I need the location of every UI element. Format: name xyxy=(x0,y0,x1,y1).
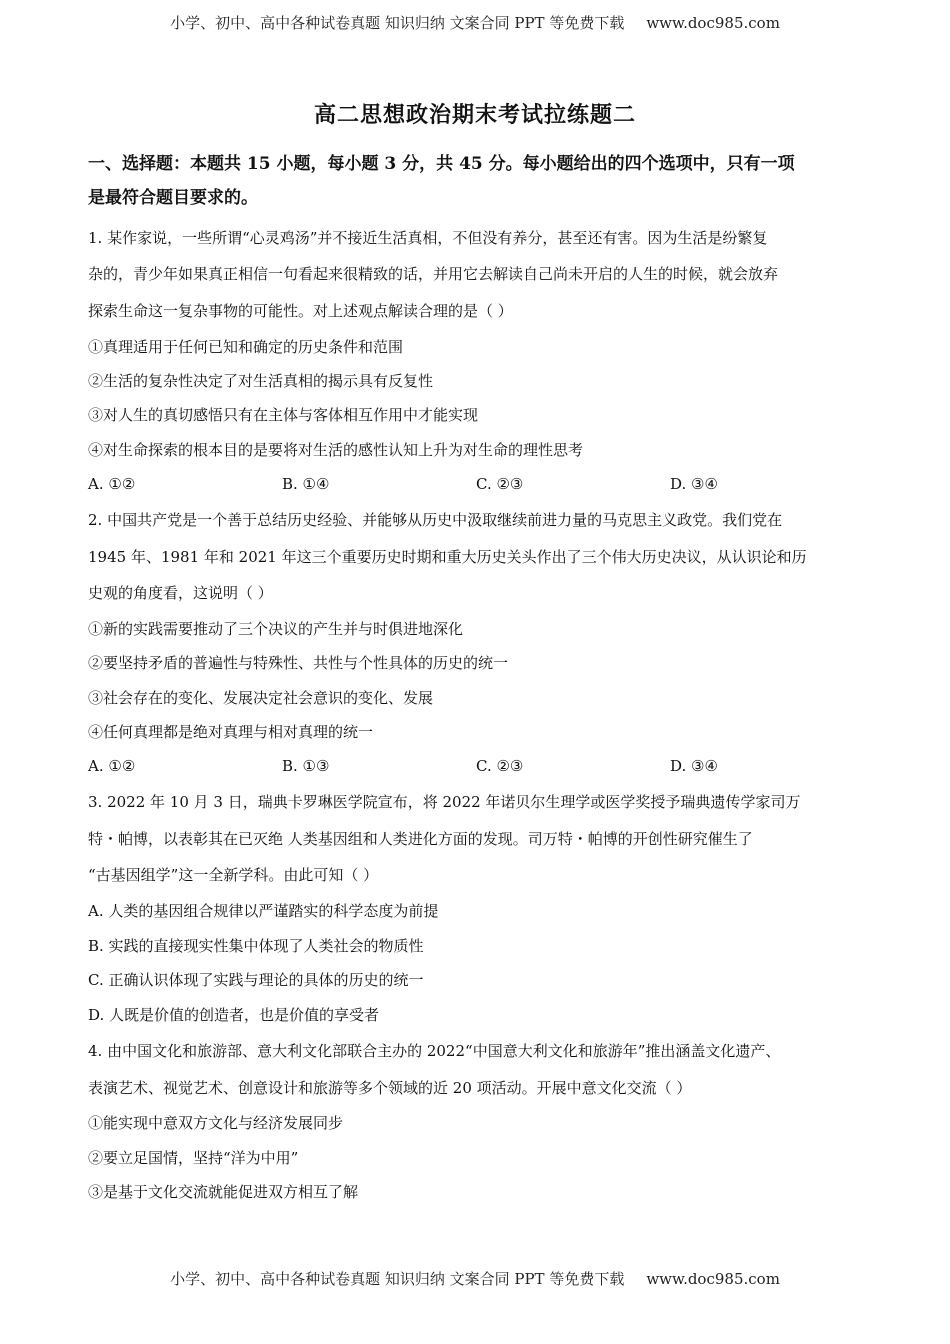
q1-item-2: ②生活的复杂性决定了对生活真相的揭示具有反复性 xyxy=(88,372,434,390)
q3-option-a[interactable]: A. 人类的基因组合规律以严谨踏实的科学态度为前提 xyxy=(88,902,439,920)
q4-item-2: ②要立足国情，坚持“洋为中用” xyxy=(88,1149,299,1167)
q3-option-d[interactable]: D. 人既是价值的创造者，也是价值的享受者 xyxy=(88,1006,380,1024)
q1-stem-line-3: 探索生命这一复杂事物的可能性。对上述观点解读合理的是（ ） xyxy=(88,302,513,320)
q1-stem-line-1: 1. 某作家说，一些所谓“心灵鸡汤”并不接近生活真相，不但没有养分，甚至还有害。因为生活是纷繁复 xyxy=(88,229,768,247)
q1-option-a[interactable]: A. ①② xyxy=(88,475,136,493)
q4-item-3: ③是基于文化交流就能促进双方相互了解 xyxy=(88,1183,359,1201)
q4-stem-line-1: 4. 由中国文化和旅游部、意大利文化部联合主办的 2022“中国意大利文化和旅游年”推出涵盖文化遗产、 xyxy=(88,1042,781,1060)
q1-stem-line-2: 杂的，青少年如果真正相信一句看起来很精致的话，并用它去解读自己尚未开启的人生的时候，就会放弃 xyxy=(88,265,779,283)
page-footer xyxy=(0,1268,950,1289)
footer-site-link[interactable]: www.doc985.com xyxy=(646,1270,780,1288)
q3-stem-line-2: 特・帕博，以表彰其在已灭绝 人类基因组和人类进化方面的发现。司万特・帕博的开创性研究催生了 xyxy=(88,830,753,848)
header-site-link[interactable]: www.doc985.com xyxy=(646,14,780,32)
section-heading-line-1: 一、选择题：本题共 15 小题，每小题 3 分，共 45 分。每小题给出的四个选项中，只有一项 xyxy=(88,154,795,174)
q2-option-c[interactable]: C. ②③ xyxy=(476,757,524,775)
page-title: 高二思想政治期末考试拉练题二 xyxy=(313,102,636,128)
header-text: 小学、初中、高中各种试卷真题 知识归纳 文案合同 PPT 等免费下载 xyxy=(170,14,625,32)
q1-item-1: ①真理适用于任何已知和确定的历史条件和范围 xyxy=(88,338,404,356)
q2-item-3: ③社会存在的变化、发展决定社会意识的变化、发展 xyxy=(88,689,434,707)
q1-option-d[interactable]: D. ③④ xyxy=(670,475,718,493)
q3-option-b[interactable]: B. 实践的直接现实性集中体现了人类社会的物质性 xyxy=(88,937,424,955)
q1-item-4: ④对生命探索的根本目的是要将对生活的感性认知上升为对生命的理性思考 xyxy=(88,441,584,459)
page-header xyxy=(0,12,950,33)
q2-option-a[interactable]: A. ①② xyxy=(88,757,136,775)
q2-item-1: ①新的实践需要推动了三个决议的产生并与时俱进地深化 xyxy=(88,620,464,638)
q3-stem-line-1: 3. 2022 年 10 月 3 日，瑞典卡罗琳医学院宣布，将 2022 年诺贝尔生理学或医学奖授予瑞典遗传学家司万 xyxy=(88,793,801,811)
q4-item-1: ①能实现中意双方文化与经济发展同步 xyxy=(88,1114,344,1132)
q2-item-4: ④任何真理都是绝对真理与相对真理的统一 xyxy=(88,723,374,741)
q3-option-c[interactable]: C. 正确认识体现了实践与理论的具体的历史的统一 xyxy=(88,971,424,989)
q2-option-d[interactable]: D. ③④ xyxy=(670,757,718,775)
section-heading xyxy=(88,147,868,215)
footer-text: 小学、初中、高中各种试卷真题 知识归纳 文案合同 PPT 等免费下载 xyxy=(170,1270,625,1288)
q2-stem-line-3: 史观的角度看，这说明（ ） xyxy=(88,584,273,602)
q3-stem-line-3: “古基因组学”这一全新学科。由此可知（ ） xyxy=(88,866,379,884)
q2-option-b[interactable]: B. ①③ xyxy=(282,757,330,775)
q1-option-c[interactable]: C. ②③ xyxy=(476,475,524,493)
q1-option-b[interactable]: B. ①④ xyxy=(282,475,330,493)
q2-stem-line-2: 1945 年、1981 年和 2021 年这三个重要历史时期和重大历史关头作出了三个伟大历史决议，从认识论和历 xyxy=(88,548,807,566)
q1-item-3: ③对人生的真切感悟只有在主体与客体相互作用中才能实现 xyxy=(88,406,479,424)
section-heading-line-2: 是最符合题目要求的。 xyxy=(88,188,258,208)
q4-stem-line-2: 表演艺术、视觉艺术、创意设计和旅游等多个领域的近 20 项活动。开展中意文化交流（ ） xyxy=(88,1079,692,1097)
q2-item-2: ②要坚持矛盾的普遍性与特殊性、共性与个性具体的历史的统一 xyxy=(88,654,509,672)
q2-stem-line-1: 2. 中国共产党是一个善于总结历史经验、并能够从历史中汲取继续前进力量的马克思主义政党。我们党在 xyxy=(88,511,783,529)
